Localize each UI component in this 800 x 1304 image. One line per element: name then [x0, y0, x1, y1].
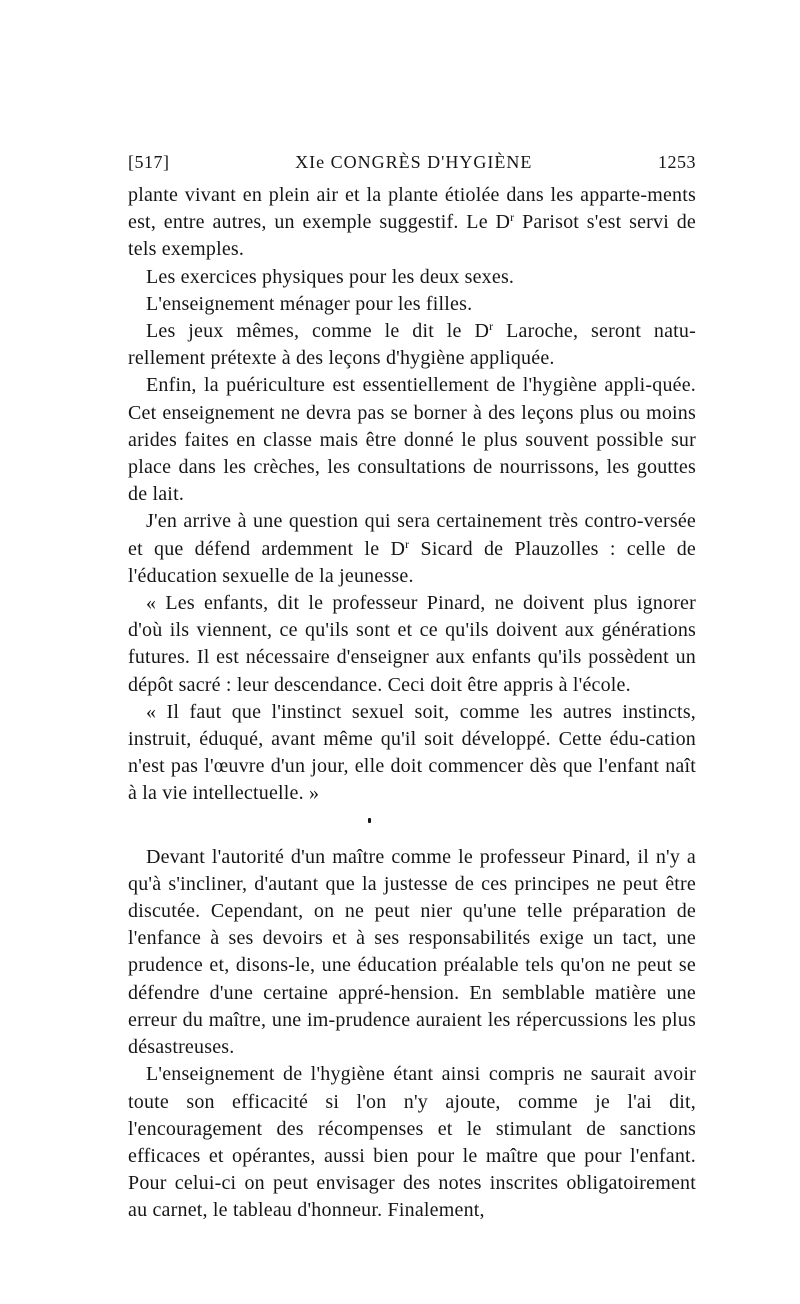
doctor-abbrev-superscript: r — [405, 536, 410, 551]
paragraph: Devant l'autorité d'un maître comme le professeur Pinard, il n'y a qu'à s'incliner, d'autant que la justesse de ces principes ne peut être discutée. Cependant, on ne peut nier qu'une telle préparation de l'enfance à ses devoirs et à ses responsabilités exige un tact, une prudence et, disons-le, une éducation préalable tels qu'on ne peut se défendre d'une certaine appré-hension. En semblable matière une erreur du maître, une im-prudence auraient les répercussions les plus désastreuses. — [128, 845, 696, 1059]
running-title: XIe CONGRÈS D'HYGIÈNE — [295, 152, 533, 172]
quotation-paragraph: « Les enfants, dit le professeur Pinard, ne doivent plus ignorer d'où ils viennent, ce qu'ils sont et ce qu'ils doivent aux générations futures. Il est nécessaire d'enseigner aux enfants qu'ils possèdent un dépôt sacré : leur descendance. Ceci doit être appris à l'école. — [128, 592, 696, 696]
paragraph: L'enseignement de l'hygiène étant ainsi compris ne saurait avoir toute son efficacité si l'on n'y ajoute, comme je l'ai dit, l'encouragement des récompenses et le stimulant de sanctions efficaces et opérantes, aussi bien pour le maître que pour l'enfant. Pour celui-ci on peut envisager des notes inscrites obligatoirement au carnet, le tableau d'honneur. Finalement, — [128, 1063, 696, 1222]
section-separator — [128, 808, 696, 844]
quotation-paragraph: « Il faut que l'instinct sexuel soit, comme les autres instincts, instruit, éduqué, avant même qu'il soit développé. Cette édu-cation n'est pas l'œuvre d'un jour, elle doit commencer dès que l'enfant naît à la vie intellectuelle. » — [128, 700, 696, 805]
paragraph: Les exercices physiques pour les deux sexes. — [146, 265, 515, 288]
body-text — [128, 182, 696, 1225]
paragraph: Enfin, la puériculture est essentiellement de l'hygiène appli-quée. Cet enseignement ne devra pas se borner à des leçons plus ou moins arides faites en classe mais être donné le plus souvent possible sur place dans les crèches, les consultations de nourrissons, les gouttes de lait. — [128, 374, 696, 506]
paragraph: J'en arrive à une question qui sera certainement très contro-versée et que défend ardemment le $D^r$ Sicard de Plauzolles : celle de l'éducation sexuelle de la jeunesse. — [128, 510, 696, 587]
paragraph: Les jeux mêmes, comme le dit le $D^r$ Laroche, seront natu-rellement prétexte à des leçons d'hygiène appliquée. — [128, 319, 696, 370]
page-reference: [517] — [128, 152, 170, 172]
doctor-abbrev-superscript: r — [489, 319, 494, 334]
page-number: 1253 — [657, 152, 696, 172]
paragraph-continued: plante vivant en plein air et la plante étiolée dans les apparte-ments est, entre autres, un exemple suggestif. Le $D^r$ Parisot s'est servi de tels exemples. — [128, 184, 696, 261]
book-page — [128, 152, 696, 1225]
running-head — [128, 152, 696, 182]
doctor-abbrev-superscript: r — [510, 210, 515, 225]
separator-dot — [368, 818, 371, 823]
paragraph: L'enseignement ménager pour les filles. — [146, 292, 473, 315]
